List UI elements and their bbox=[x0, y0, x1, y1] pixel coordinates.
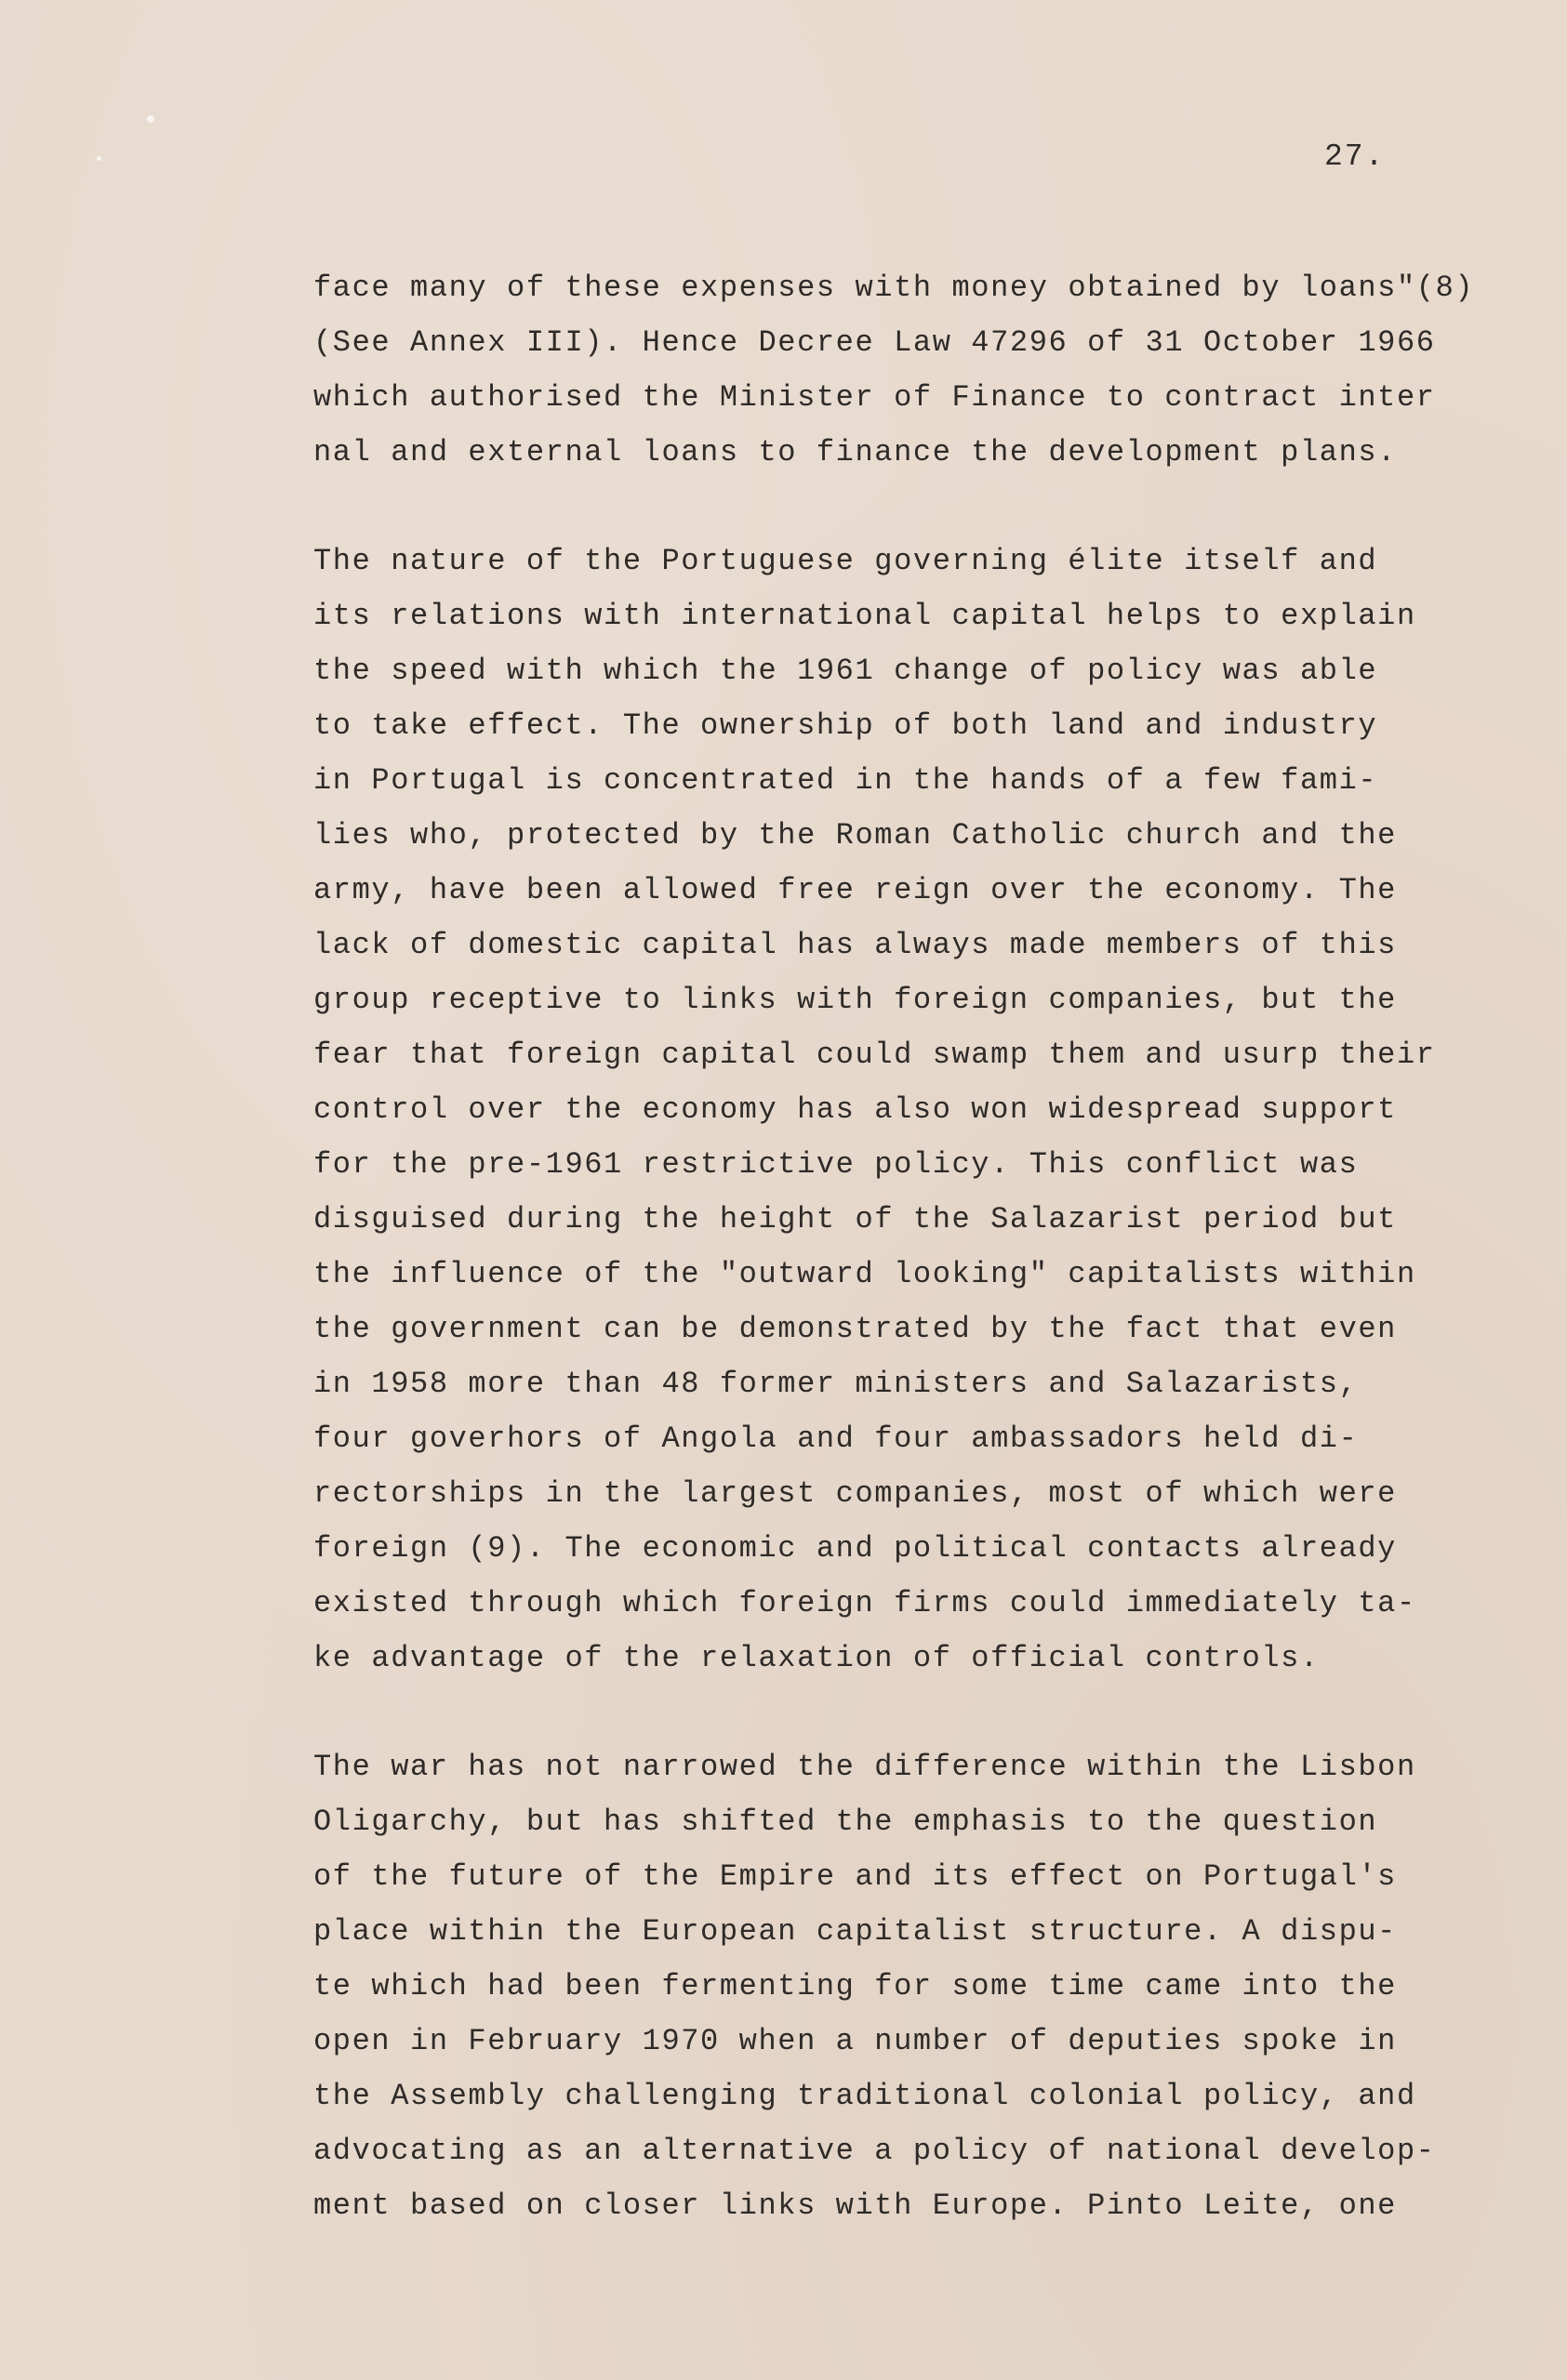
text-line: the speed with which the 1961 change of policy was able bbox=[313, 654, 1378, 688]
paragraph-loans bbox=[313, 260, 1475, 480]
paragraph-governing-elite bbox=[313, 534, 1467, 1686]
text-line: for the pre-1961 restrictive policy. This conflict was bbox=[313, 1147, 1359, 1182]
text-line: Oligarchy, but has shifted the emphasis to the question bbox=[313, 1805, 1378, 1839]
text-line: lack of domestic capital has always made members of this bbox=[313, 928, 1397, 962]
text-line: foreign (9). The economic and political contacts already bbox=[313, 1531, 1397, 1566]
text-line: ment based on closer links with Europe. Pinto Leite, one bbox=[313, 2188, 1397, 2223]
text-line: rectorships in the largest companies, most of which were bbox=[313, 1476, 1397, 1511]
text-line: te which had been fermenting for some time came into the bbox=[313, 1969, 1397, 2003]
text-line: four goverhors of Angola and four ambassadors held di- bbox=[313, 1421, 1359, 1456]
text-line: advocating as an alternative a policy of national develop- bbox=[313, 2134, 1436, 2168]
text-line: existed through which foreign firms could immediately ta- bbox=[313, 1586, 1416, 1620]
text-line: disguised during the height of the Salazarist period but bbox=[313, 1202, 1397, 1236]
text-line: face many of these expenses with money obtained by loans"(8) bbox=[313, 271, 1475, 305]
text-line: in 1958 more than 48 former ministers and Salazarists, bbox=[313, 1367, 1359, 1401]
text-line: lies who, protected by the Roman Catholic church and the bbox=[313, 818, 1397, 853]
text-line: fear that foreign capital could swamp them and usurp their bbox=[313, 1038, 1436, 1072]
text-line: ke advantage of the relaxation of official controls. bbox=[313, 1641, 1320, 1675]
text-line: nal and external loans to finance the development plans. bbox=[313, 435, 1397, 469]
text-line: army, have been allowed free reign over the economy. The bbox=[313, 873, 1397, 907]
paper-speck bbox=[97, 156, 101, 161]
text-line: (See Annex III). Hence Decree Law 47296 of 31 October 1966 bbox=[313, 325, 1436, 360]
text-line: place within the European capitalist structure. A dispu- bbox=[313, 1914, 1397, 1949]
text-line: of the future of the Empire and its effect on Portugal's bbox=[313, 1859, 1397, 1894]
text-line: group receptive to links with foreign companies, but the bbox=[313, 983, 1397, 1017]
text-line: its relations with international capital helps to explain bbox=[313, 599, 1416, 633]
text-line: to take effect. The ownership of both land and industry bbox=[313, 708, 1378, 743]
text-line: control over the economy has also won widespread support bbox=[313, 1092, 1397, 1127]
text-line: The nature of the Portuguese governing élite itself and bbox=[313, 544, 1378, 578]
page-number: 27. bbox=[1324, 139, 1386, 174]
text-line: in Portugal is concentrated in the hands of a few fami- bbox=[313, 763, 1378, 798]
paper-speck bbox=[147, 115, 154, 123]
text-line: open in February 1970 when a number of deputies spoke in bbox=[313, 2024, 1397, 2058]
text-line: the Assembly challenging traditional colonial policy, and bbox=[313, 2079, 1416, 2113]
paragraph-lisbon-oligarchy bbox=[313, 1739, 1467, 2233]
text-line: which authorised the Minister of Finance to contract inter bbox=[313, 380, 1436, 415]
text-line: the influence of the "outward looking" capitalists within bbox=[313, 1257, 1416, 1291]
body-text bbox=[313, 260, 1475, 2287]
text-line: The war has not narrowed the difference within the Lisbon bbox=[313, 1750, 1416, 1784]
text-line: the government can be demonstrated by the fact that even bbox=[313, 1312, 1397, 1346]
